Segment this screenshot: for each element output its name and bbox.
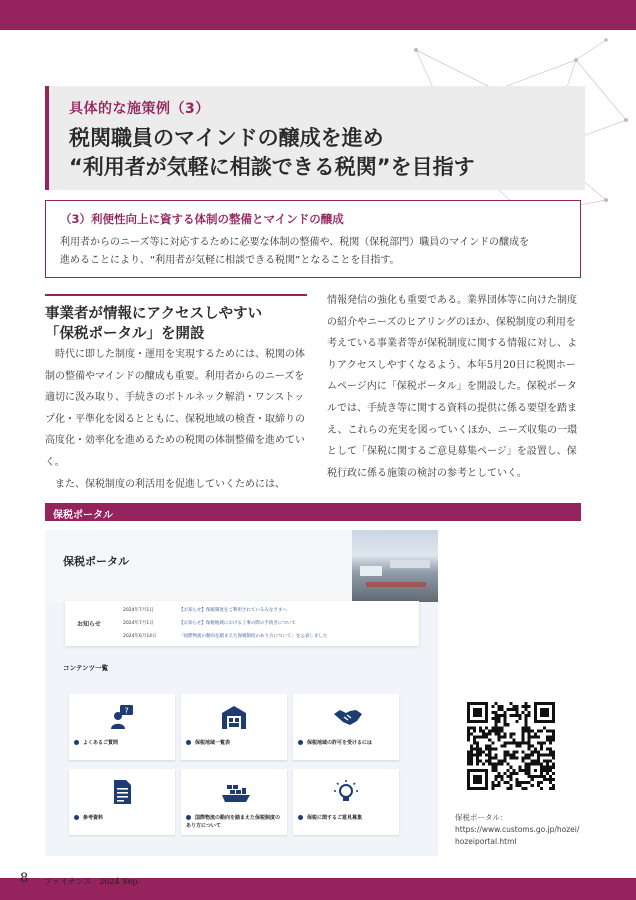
summary-heading: （3）利便性向上に資する体制の整備とマインドの醸成 [60, 212, 344, 226]
card-label: 国際物流の動向を踏まえた保税制度のあり方について [186, 815, 281, 829]
svg-text:?: ? [124, 706, 129, 716]
card-label: 保税に関するご意見募集 [307, 815, 363, 821]
figure-caption-bar [45, 503, 581, 521]
cargo-ship-icon [221, 779, 251, 805]
title-line-2: “利用者が気軽に相談できる税関”を目指す [69, 155, 475, 179]
card-permit[interactable] [293, 694, 399, 760]
question-person-icon [109, 704, 135, 730]
portal-screenshot [45, 530, 438, 856]
card-faq[interactable] [69, 694, 175, 760]
news-item[interactable]: 2024年6月14日 「国際物流の動向を踏まえた保税制度のあり方について」を公表しました [123, 634, 328, 639]
body-column-left [45, 344, 307, 495]
news-panel [65, 601, 419, 646]
card-label: 保税地域の許可を受けるには [307, 740, 373, 746]
card-label: よくあるご質問 [83, 740, 119, 746]
page-title [69, 124, 475, 182]
section-heading-line-2: 「保税ポータル」を開設 [45, 326, 205, 342]
body-paragraph-2: また、保税制度の利活用を促進していくためには、 [55, 478, 285, 490]
body-paragraph-1: 時代に即した制度・運用を実現するためには、税関の体制の整備やマインドの醸成も重要。利用者からのニーズを適切に汲み取り、手続きのボトルネック解消・ワンストップ化・平準化を図るとともに、保税地域の検査・取締りの高度化・効率化を進めるための税関の体制整備を進めていく。 [45, 349, 305, 468]
summary-line-2: 進めることにより、“利用者が気軽に相談できる税関”となることを目指す。 [60, 255, 400, 266]
port-photo [352, 530, 438, 602]
case-kicker: 具体的な施策例（3） [69, 101, 210, 117]
summary-box [45, 200, 581, 278]
qr-url-line-2: hozeiportal.html [455, 837, 517, 846]
card-label: 参考資料 [83, 815, 104, 821]
qr-caption [455, 812, 585, 848]
card-bonded-area-list[interactable] [181, 694, 287, 760]
journal-name: ファイナンス 2024 Sep. [44, 877, 140, 886]
news-label: お知らせ [77, 621, 101, 628]
summary-line-1: 利用者からのニーズ等に対応するために必要な体制の整備や、税関（保税部門）職員のマインドの醸成を [60, 237, 530, 248]
body-paragraph-2-continued: 情報発信の強化も重要である。業界団体等に向けた制度の紹介やニーズのヒアリングのほか、保税制度の利用を考えている事業者等が保税制度に関する情報に対し、よりアクセスしやすくなるよう、本年5月20日に税関ホームページ内に「保税ポータル」を開設した。保税ポータルでは、手続き等に関する資料の提供に係る要望を踏まえ、これらの充実を図っていくほか、ニーズ収集の一環として「保税に関するご意見募集ページ」を設置し、保税行政に係る施策の検討の参考としていく。 [327, 295, 578, 479]
title-line-1: 税関職員のマインドの醸成を進め [69, 126, 384, 150]
section-heading-line-1: 事業者が情報にアクセスしやすい [45, 306, 263, 322]
card-logistics-report[interactable] [181, 769, 287, 835]
card-references[interactable] [69, 769, 175, 835]
news-item[interactable]: 2024年7月1日 【お知らせ】保税制度をご利用されているみなさまへ [123, 608, 287, 613]
portal-title: 保税ポータル [63, 555, 129, 568]
qr-caption-title: 保税ポータル： [455, 813, 508, 822]
warehouse-icon [221, 704, 247, 730]
qr-url-line-1: https://www.customs.go.jp/hozei/ [455, 825, 580, 834]
card-label: 保税地域一覧表 [195, 740, 231, 746]
news-item[interactable]: 2024年7月1日 【お知らせ】保税地域における工事の際の手続きについて [123, 621, 296, 626]
top-band [0, 0, 636, 30]
lightbulb-icon [333, 779, 359, 805]
card-opinion[interactable] [293, 769, 399, 835]
contents-label: コンテンツ一覧 [63, 664, 109, 672]
summary-text [60, 234, 568, 270]
section-heading [45, 294, 307, 344]
handshake-icon [333, 704, 363, 730]
body-column-right [327, 290, 583, 484]
figure-caption: 保税ポータル [53, 510, 113, 521]
page-number: 8 [20, 871, 29, 886]
document-icon [109, 779, 135, 805]
qr-code[interactable] [467, 702, 555, 790]
title-box [45, 86, 585, 190]
